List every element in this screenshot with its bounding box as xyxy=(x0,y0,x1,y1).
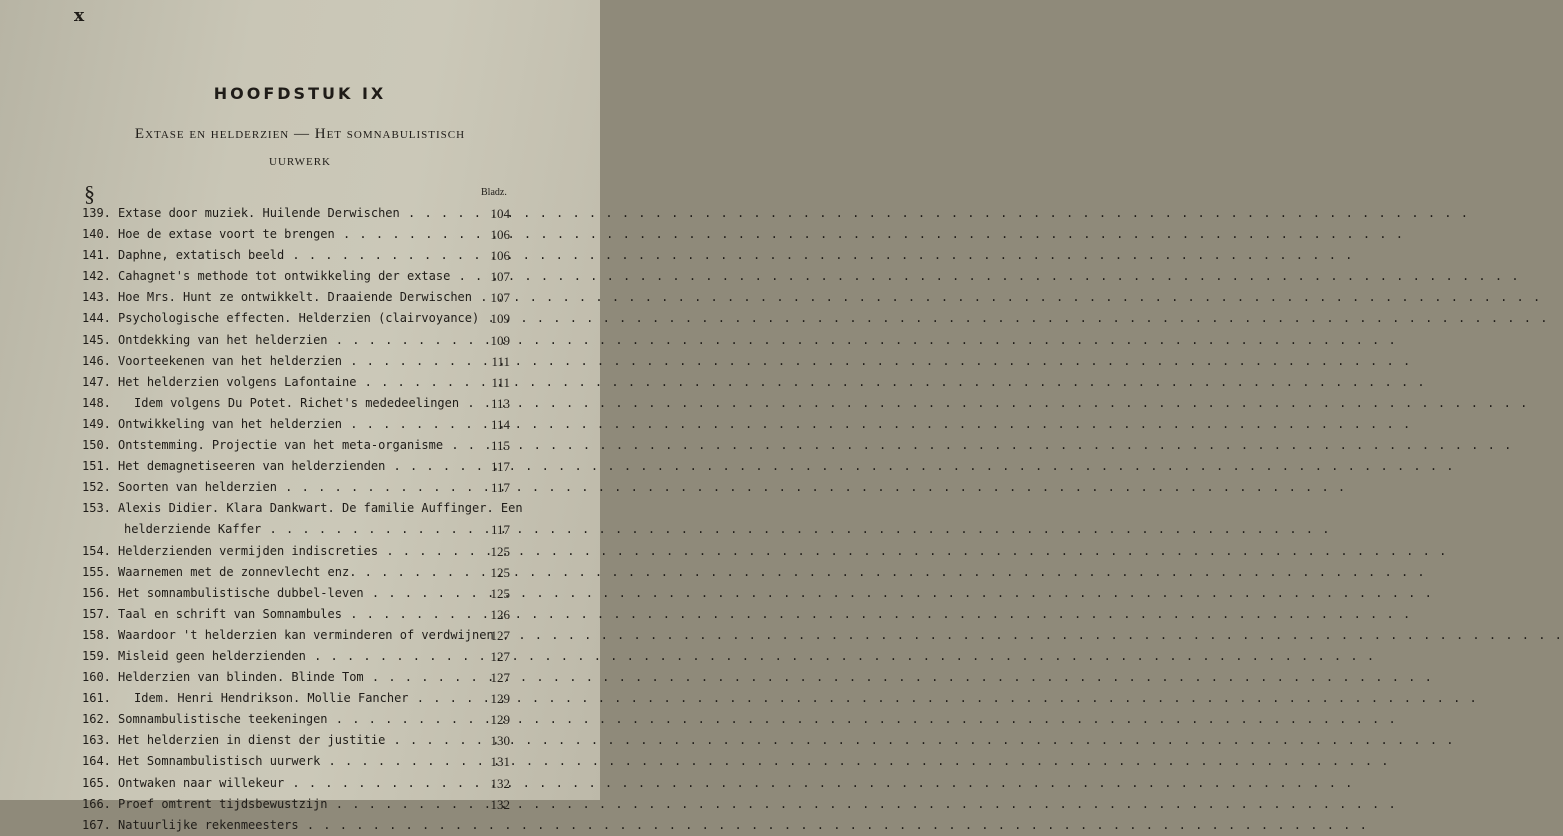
entry-title: Het somnambulistische dubbel-leven . . . xyxy=(118,583,1433,604)
entry-title: Ontwikkeling van het helderzien . . . xyxy=(118,414,1411,435)
book-page xyxy=(0,0,600,832)
entry-page: 117 xyxy=(490,480,510,496)
entry-title: Hoe Mrs. Hunt ze ontwikkelt. Draaiende Derwischen . . . xyxy=(118,287,1541,308)
entry-title: Natuurlijke rekenmeesters . . . xyxy=(118,815,1368,836)
entry-page: 104 xyxy=(490,206,510,221)
toc-entry xyxy=(82,224,510,245)
entry-page: 106 xyxy=(490,227,510,243)
entry-title: Ontstemming. Projectie van het meta-organisme . . . xyxy=(118,435,1512,456)
entry-number: 167. xyxy=(82,817,111,832)
entry-page: 132 xyxy=(490,775,510,791)
entry-number: 156. xyxy=(82,585,111,600)
entry-page: 114 xyxy=(490,416,510,432)
entry-page: 132 xyxy=(490,796,510,812)
toc-entry xyxy=(82,709,510,730)
entry-title: Ontdekking van het helderzien . . . xyxy=(118,330,1397,351)
entry-page: 117 xyxy=(490,522,510,538)
toc-entry xyxy=(82,794,510,815)
toc-entry xyxy=(82,287,510,308)
toc-entry xyxy=(82,414,510,435)
entry-title: Psychologische effecten. Helderzien (clairvoyance) . . . xyxy=(118,308,1548,329)
entry-title: Het Somnambulistisch uurwerk . . . xyxy=(118,751,1390,772)
entry-page: 127 xyxy=(490,670,510,686)
entry-title: Waardoor 't helderzien kan verminderen of verdwijnen . . . xyxy=(118,625,1563,646)
entry-number: 157. xyxy=(82,606,111,621)
entry-number: 150. xyxy=(82,438,111,453)
entry-title: Misleid geen helderzienden . . . xyxy=(118,646,1375,667)
entry-title: Idem. Henri Hendrikson. Mollie Fancher . . . xyxy=(118,688,1478,709)
toc-entry xyxy=(82,604,510,625)
entry-number: 151. xyxy=(82,459,111,474)
entry-title: Proef omtrent tijdsbewustzijn . . . xyxy=(118,794,1397,815)
entry-page: 109 xyxy=(490,311,510,327)
entry-number: 141. xyxy=(82,248,111,263)
entry-page: 125 xyxy=(490,564,510,580)
toc-entry xyxy=(82,625,510,646)
chapter-subtitle-line-2: uurwerk xyxy=(269,153,331,169)
toc-entry xyxy=(82,477,510,498)
entry-number: 165. xyxy=(82,775,111,790)
entry-page: 129 xyxy=(490,712,510,728)
toc-entry xyxy=(82,203,510,224)
entry-title: Idem volgens Du Potet. Richet's mededeelingen . . . xyxy=(118,393,1528,414)
entry-number: 159. xyxy=(82,648,111,663)
entry-page: 130 xyxy=(490,733,510,749)
entry-page: 126 xyxy=(490,606,510,622)
chapter-title: HOOFDSTUK IX xyxy=(213,84,387,103)
entry-title: Cahagnet's methode tot ontwikkeling der extase . . . xyxy=(118,266,1520,287)
entry-title xyxy=(118,498,1330,540)
entry-page: 127 xyxy=(490,648,510,664)
entry-title-line: Alexis Didier. Klara Dankwart. De familie Auffinger. Een xyxy=(118,501,523,516)
entry-title: Het helderzien in dienst der justitie . . . xyxy=(118,730,1455,751)
toc-entry xyxy=(82,266,510,287)
toc-entry xyxy=(82,456,510,477)
entry-title: Taal en schrift van Somnambules . . . xyxy=(118,604,1411,625)
entry-title: Hoe de extase voort te brengen . . . xyxy=(118,224,1404,245)
entry-page: 117 xyxy=(490,459,510,475)
toc-entry xyxy=(82,646,510,667)
entry-number: 161. xyxy=(82,691,111,706)
entry-page: 129 xyxy=(490,691,510,707)
entry-page: 106 xyxy=(490,248,510,264)
entry-number: 153. xyxy=(82,501,111,516)
entry-page: 107 xyxy=(490,290,510,306)
entry-number: 163. xyxy=(82,733,111,748)
entry-title-line: helderziende Kaffer . . . xyxy=(118,519,1330,540)
entry-number: 145. xyxy=(82,332,111,347)
toc-entry xyxy=(82,245,510,266)
entry-title: Waarnemen met de zonnevlecht enz. . . . xyxy=(118,562,1426,583)
entry-title: Het demagnetiseeren van helderzienden . . . xyxy=(118,456,1455,477)
page-number: x xyxy=(74,6,85,26)
entry-page: 125 xyxy=(490,543,510,559)
entry-page: 127 xyxy=(490,627,510,643)
toc-entry xyxy=(82,330,510,351)
entry-title: Helderzienden vermijden indiscreties . . . xyxy=(118,541,1447,562)
chapter-subtitle-line-1: Extase en helderzien — Het somnabulistisch xyxy=(134,126,466,142)
toc-entry xyxy=(82,667,510,688)
toc-entry xyxy=(82,541,510,562)
entry-page: 125 xyxy=(490,585,510,601)
page-column-label: Bladz. xyxy=(481,187,507,198)
entry-title: Somnambulistische teekeningen . . . xyxy=(118,709,1397,730)
entry-page: 111 xyxy=(491,353,510,369)
entry-number: 142. xyxy=(82,269,111,284)
entry-title: Extase door muziek. Huilende Derwischen . . . xyxy=(118,203,1469,224)
entry-page: 131 xyxy=(490,754,510,770)
entry-number: 149. xyxy=(82,416,111,431)
entry-number: 143. xyxy=(82,290,111,305)
entry-number: 160. xyxy=(82,670,111,685)
table-of-contents xyxy=(82,203,523,836)
entry-page: 111 xyxy=(491,374,510,390)
entry-number: 147. xyxy=(82,374,111,389)
entry-title: Ontwaken naar willekeur . . . xyxy=(118,773,1353,794)
entry-title: Voorteekenen van het helderzien . . . xyxy=(118,351,1411,372)
entry-number: 164. xyxy=(82,754,111,769)
toc-entry xyxy=(82,751,510,772)
entry-number: 146. xyxy=(82,353,111,368)
entry-title: Helderzien van blinden. Blinde Tom . . . xyxy=(118,667,1433,688)
toc-entry xyxy=(82,583,510,604)
toc-entry xyxy=(82,351,510,372)
section-symbol: § xyxy=(84,181,95,206)
entry-title: Daphne, extatisch beeld . . . xyxy=(118,245,1353,266)
toc-entry xyxy=(82,688,510,709)
entry-number: 140. xyxy=(82,227,111,242)
entry-title: Soorten van helderzien . . . xyxy=(118,477,1346,498)
toc-entry xyxy=(82,435,510,456)
entry-number: 162. xyxy=(82,712,111,727)
entry-number: 152. xyxy=(82,480,111,495)
toc-entry xyxy=(82,393,510,414)
entry-page: 113 xyxy=(490,395,510,411)
toc-entry xyxy=(82,815,510,836)
entry-number: 139. xyxy=(82,206,111,220)
toc-entry xyxy=(82,498,523,540)
toc-entry xyxy=(82,372,510,393)
entry-page: 115 xyxy=(490,438,510,454)
toc-entry xyxy=(82,773,510,794)
entry-number: 158. xyxy=(82,627,111,642)
entry-title: Het helderzien volgens Lafontaine . . . xyxy=(118,372,1426,393)
entry-number: 144. xyxy=(82,311,111,326)
entry-number: 166. xyxy=(82,796,111,811)
entry-number: 148. xyxy=(82,395,111,410)
entry-page: 107 xyxy=(490,269,510,285)
entry-number: 154. xyxy=(82,543,111,558)
toc-entry xyxy=(82,730,510,751)
entry-page: 109 xyxy=(490,332,510,348)
toc-entry xyxy=(82,562,510,583)
toc-entry xyxy=(82,308,510,329)
entry-number: 155. xyxy=(82,564,111,579)
